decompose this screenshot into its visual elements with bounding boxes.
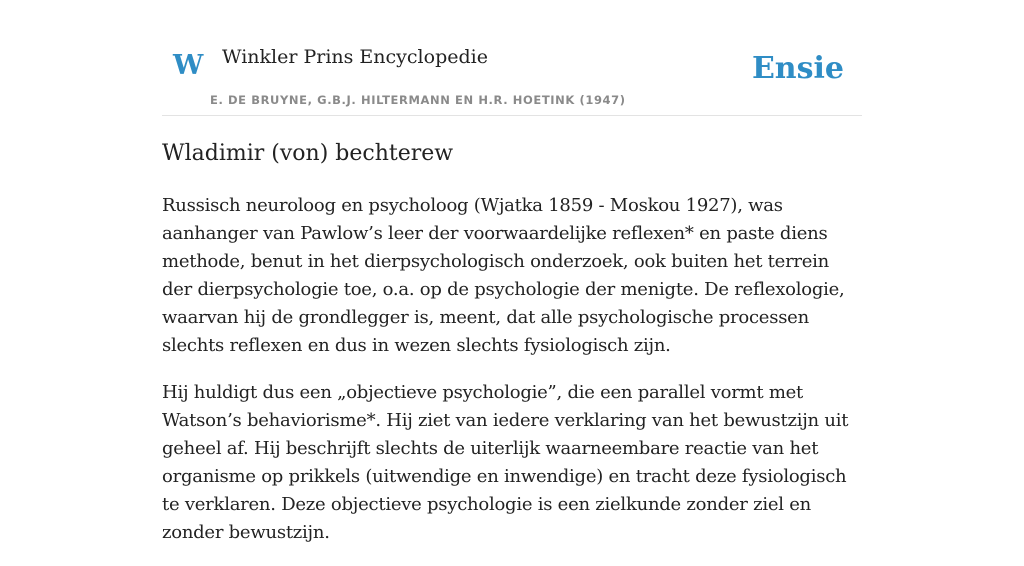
article-title: Wladimir (von) bechterew bbox=[162, 141, 454, 166]
article-body bbox=[162, 192, 862, 566]
site-header bbox=[162, 0, 862, 116]
article-paragraph: Russisch neuroloog en psycholoog (Wjatka 1859 - Moskou 1927), was aanhanger van Pawlow’s leer der voorwaardelijke reflexen* en paste diens methode, benut in het dierpsychologisch onderzoek, ook buiten het terrein der dierpsychologie toe, o.a. op de psychologie der menigte. De reflexologie, waarvan hij de grondlegger is, meent, dat alle psychologische processen slechts reflexen en dus in wezen slechts fysiologisch zijn. bbox=[162, 195, 845, 356]
page bbox=[162, 0, 862, 543]
ensie-brand-link[interactable]: Ensie bbox=[751, 51, 844, 86]
article-paragraph: Hij huldigt dus een „objectieve psychologie”, die een parallel vormt met Watson’s behaviorisme*. Hij ziet van iedere verklaring van het bewustzijn uit geheel af. Hij beschrijft slechts de uiterlijk waarneembare reactie van het organisme op prikkels (uitwendige en inwendige) en tracht deze fysiologisch te verklaren. Deze objectieve psychologie is een zielkunde zonder ziel en zonder bewustzijn. bbox=[162, 382, 849, 543]
site-title[interactable]: Winkler Prins Encyclopedie bbox=[222, 46, 488, 68]
authors-line: E. DE BRUYNE, G.B.J. HILTERMANN EN H.R. HOETINK (1947) bbox=[210, 93, 626, 107]
winkler-prins-logo[interactable]: W bbox=[173, 50, 204, 81]
